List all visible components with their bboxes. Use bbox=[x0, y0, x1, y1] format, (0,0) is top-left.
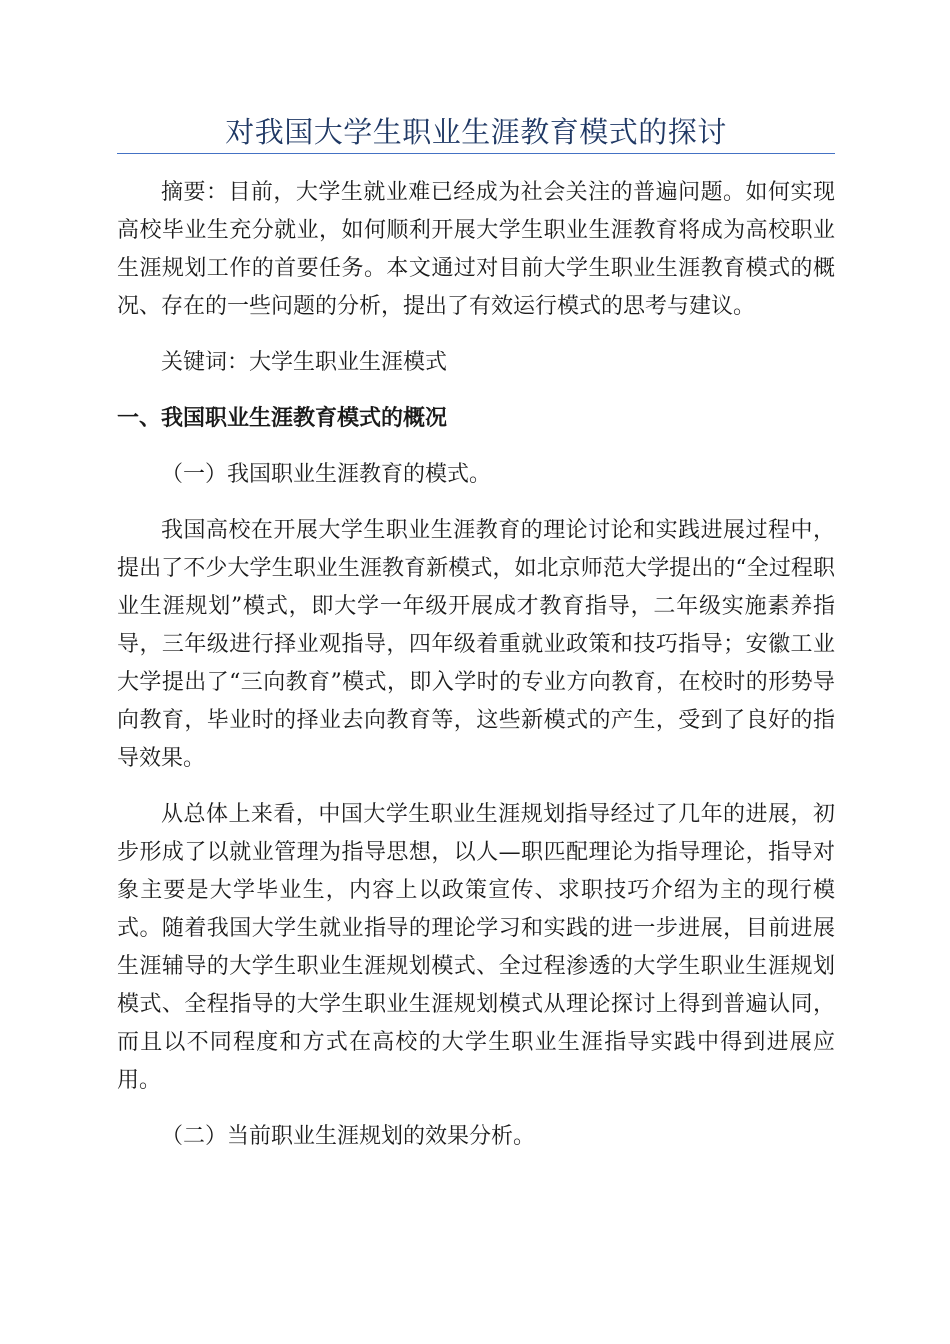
body-paragraph-2: 从总体上来看，中国大学生职业生涯规划指导经过了几年的进展，初步形成了以就业管理为指导思想，以人—职匹配理论为指导理论，指导对象主要是大学毕业生，内容上以政策宣传、求职技巧介绍为主的现行模式。随着我国大学生就业指导的理论学习和实践的进一步进展，目前进展生涯辅导的大学生职业生涯规划模式、全过程渗透的大学生职业生涯规划模式、全程指导的大学生职业生涯规划模式从理论探讨上得到普遍认同，而且以不同程度和方式在高校的大学生职业生涯指导实践中得到进展应用。 bbox=[117, 802, 835, 1093]
subsection-heading-2: （二）当前职业生涯规划的效果分析。 bbox=[161, 1124, 536, 1149]
abstract-paragraph: 摘要：目前，大学生就业难已经成为社会关注的普遍问题。如何实现高校毕业生充分就业，如何顺利开展大学生职业生涯教育将成为高校职业生涯规划工作的首要任务。本文通过对目前大学生职业生涯教育模式的概况、存在的一些问题的分析，提出了有效运行模式的思考与建议。 bbox=[117, 180, 835, 319]
body-paragraph-1: 我国高校在开展大学生职业生涯教育的理论讨论和实践进展过程中，提出了不少大学生职业生涯教育新模式，如北京师范大学提出的“全过程职业生涯规划”模式，即大学一年级开展成才教育指导，二年级实施素养指导，三年级进行择业观指导，四年级着重就业政策和技巧指导；安徽工业大学提出了“三向教育”模式，即入学时的专业方向教育，在校时的形势导向教育，毕业时的择业去向教育等，这些新模式的产生，受到了良好的指导效果。 bbox=[117, 518, 835, 771]
section-heading-1: 一、我国职业生涯教育模式的概况 bbox=[117, 406, 448, 431]
document-body bbox=[117, 174, 835, 1156]
document-title: 对我国大学生职业生涯教育模式的探讨 bbox=[225, 115, 727, 149]
subsection-heading-1: （一）我国职业生涯教育的模式。 bbox=[161, 462, 492, 487]
title-underline bbox=[117, 153, 835, 154]
keywords-line: 关键词：大学生职业生涯模式 bbox=[161, 350, 448, 375]
